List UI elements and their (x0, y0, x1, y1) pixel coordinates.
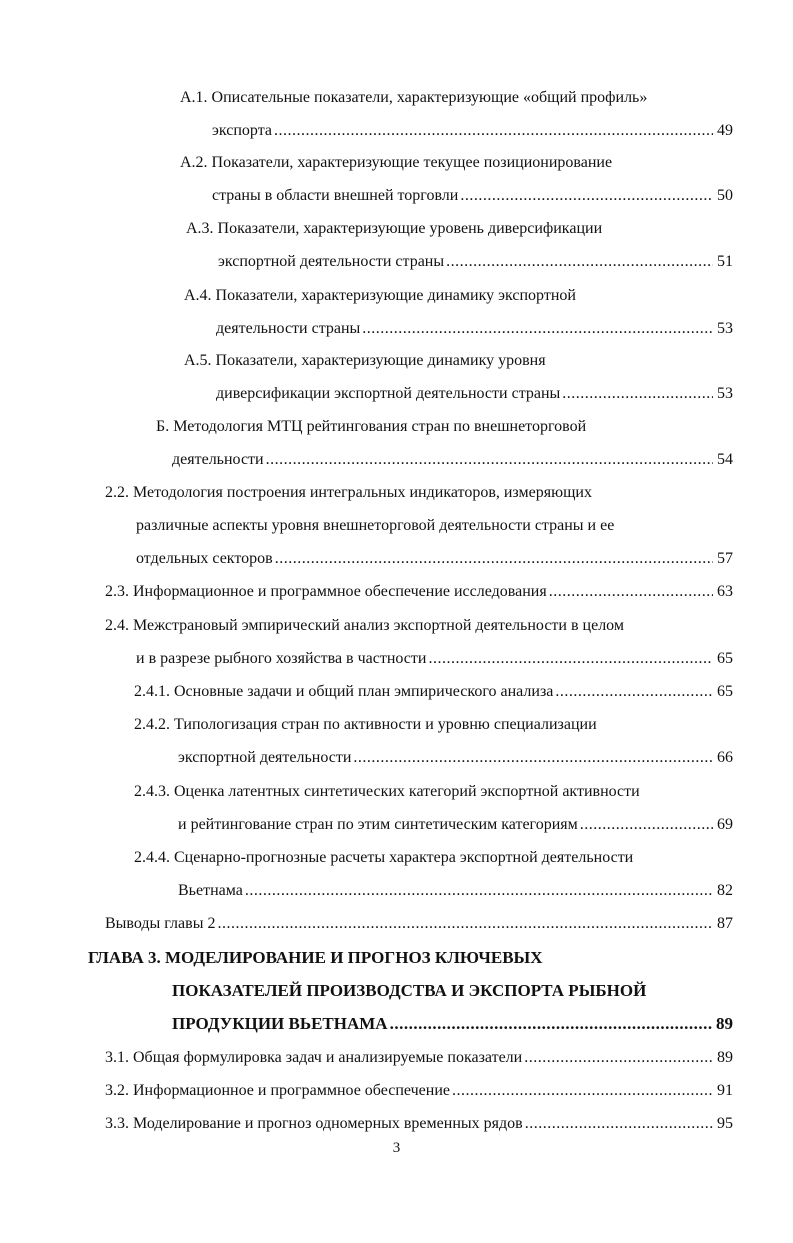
leader-dots (362, 314, 713, 344)
toc-entry-text: А.3. Показатели, характеризующие уровень диверсификации (186, 220, 603, 237)
toc-entry-2-4-4 (134, 843, 633, 873)
toc-entry-a3-cont (218, 247, 733, 277)
toc-page-number: 51 (717, 253, 733, 270)
toc-entry-2-2 (105, 478, 592, 508)
toc-entry-text: различные аспекты уровня внешнеторговой деятельности страны и ее (136, 517, 615, 534)
toc-entry-text: деятельности страны (216, 320, 361, 337)
toc-entry-text: экспорта (212, 122, 272, 139)
toc-entry-text: и в разрезе рыбного хозяйства в частности (136, 650, 427, 667)
toc-entry-2-4-4-cont (178, 876, 733, 906)
toc-entry-text: 2.4.3. Оценка латентных синтетических категорий экспортной активности (134, 783, 640, 800)
toc-chapter-3-heading (88, 943, 543, 973)
toc-entry-3-2 (105, 1076, 733, 1106)
toc-entry-text: Вьетнама (178, 882, 243, 899)
toc-page-number: 65 (717, 650, 733, 667)
toc-page-number: 65 (717, 683, 733, 700)
leader-dots (555, 677, 713, 707)
toc-page-number: 69 (717, 816, 733, 833)
toc-entry-text: А.5. Показатели, характеризующие динамику уровня (184, 352, 546, 369)
toc-entry-b-cont (172, 445, 733, 475)
toc-page-number: 54 (717, 451, 733, 468)
toc-entry-text: 2.4.4. Сценарно-прогнозные расчеты характера экспортной деятельности (134, 849, 634, 866)
toc-entry-text: А.4. Показатели, характеризующие динамику экспортной (184, 287, 576, 304)
toc-page-number: 89 (716, 1014, 733, 1033)
toc-page-number: 66 (717, 749, 733, 766)
toc-entry-text: 3.1. Общая формулировка задач и анализируемые показатели (105, 1049, 523, 1066)
toc-entry-text: экспортной деятельности (178, 749, 352, 766)
toc-entry-text: ПРОДУКЦИИ ВЬЕТНАМА (172, 1014, 388, 1033)
toc-page-number: 82 (717, 882, 733, 899)
toc-page-number: 87 (717, 915, 733, 932)
toc-entry-3-1 (105, 1043, 733, 1073)
toc-entry-2-4-3-cont (178, 810, 733, 840)
toc-entry-2-4-3 (134, 777, 640, 807)
toc-page-number: 95 (717, 1115, 733, 1132)
toc-entry-a5 (184, 346, 546, 376)
toc-entry-text: ГЛАВА 3. МОДЕЛИРОВАНИЕ И ПРОГНОЗ КЛЮЧЕВЫХ (88, 948, 543, 967)
toc-entry-text: деятельности (172, 451, 264, 468)
leader-dots (452, 1076, 713, 1106)
toc-entry-a5-cont (216, 379, 733, 409)
leader-dots (525, 1109, 713, 1139)
toc-entry-2-4 (105, 611, 624, 641)
leader-dots (245, 876, 713, 906)
page-number: 3 (392, 1140, 401, 1156)
leader-dots (580, 810, 713, 840)
toc-entry-2-3 (105, 577, 733, 607)
toc-entry-2-4-cont (136, 644, 733, 674)
toc-chapter-3-heading-cont (172, 976, 646, 1006)
toc-entry-text: отдельных секторов (136, 550, 273, 567)
toc-entry-text: Выводы главы 2 (105, 915, 216, 932)
toc-page-number: 50 (717, 187, 733, 204)
toc-entry-3-3 (105, 1109, 733, 1139)
toc-entry-text: Б. Методология МТЦ рейтингования стран по внешнеторговой (156, 418, 587, 435)
toc-entry-a4 (184, 281, 576, 311)
toc-entry-a3 (186, 214, 602, 244)
toc-entry-a1-cont (212, 116, 733, 146)
toc-entry-text: 2.4.2. Типологизация стран по активности и уровню специализации (134, 716, 597, 733)
leader-dots (549, 577, 713, 607)
leader-dots (460, 181, 713, 211)
toc-page-number: 57 (717, 550, 733, 567)
toc-entry-text: ПОКАЗАТЕЛЕЙ ПРОИЗВОДСТВА И ЭКСПОРТА РЫБНОЙ (172, 981, 647, 1000)
toc-entry-2-2-end (136, 544, 733, 574)
toc-page-number: 89 (717, 1049, 733, 1066)
toc-page-number: 63 (717, 583, 733, 600)
toc-page-number: 49 (717, 122, 733, 139)
toc-entry-text: диверсификации экспортной деятельности страны (216, 385, 561, 402)
leader-dots (446, 247, 713, 277)
toc-entry-text: 2.4. Межстрановый эмпирический анализ экспортной деятельности в целом (105, 617, 624, 634)
toc-chapter-3-heading-end (172, 1009, 733, 1039)
leader-dots (275, 544, 713, 574)
toc-entry-a1 (180, 83, 647, 113)
toc-entry-a4-cont (216, 314, 733, 344)
toc-entry-text: 3.3. Моделирование и прогноз одномерных временных рядов (105, 1115, 523, 1132)
leader-dots (390, 1009, 712, 1039)
toc-entry-text: А.1. Описательные показатели, характеризующие «общий профиль» (180, 89, 648, 106)
leader-dots (428, 644, 713, 674)
leader-dots (217, 909, 713, 939)
leader-dots (353, 743, 713, 773)
leader-dots (266, 445, 713, 475)
toc-entry-b (156, 412, 586, 442)
toc-entry-text: 2.2. Методология построения интегральных индикаторов, измеряющих (105, 484, 592, 501)
toc-entry-2-2-cont (136, 511, 614, 541)
leader-dots (562, 379, 713, 409)
toc-entry-text: страны в области внешней торговли (212, 187, 459, 204)
toc-page-number: 91 (717, 1082, 733, 1099)
toc-entry-text: А.2. Показатели, характеризующие текущее позиционирование (180, 154, 613, 171)
toc-entry-text: и рейтингование стран по этим синтетическим категориям (178, 816, 578, 833)
toc-entry-2-4-2-cont (178, 743, 733, 773)
toc-entry-text: 2.4.1. Основные задачи и общий план эмпирического анализа (134, 683, 554, 700)
toc-page-number: 53 (717, 385, 733, 402)
toc-entry-text: 3.2. Информационное и программное обеспечение (105, 1082, 450, 1099)
leader-dots (524, 1043, 713, 1073)
toc-entry-text: 2.3. Информационное и программное обеспечение исследования (105, 583, 547, 600)
toc-page-number: 53 (717, 320, 733, 337)
toc-entry-conclusions-2 (105, 909, 733, 939)
toc-entry-2-4-1 (134, 677, 733, 707)
toc-entry-a2-cont (212, 181, 733, 211)
toc-entry-a2 (180, 148, 612, 178)
toc-entry-text: экспортной деятельности страны (218, 253, 445, 270)
leader-dots (274, 116, 713, 146)
toc-entry-2-4-2 (134, 710, 597, 740)
